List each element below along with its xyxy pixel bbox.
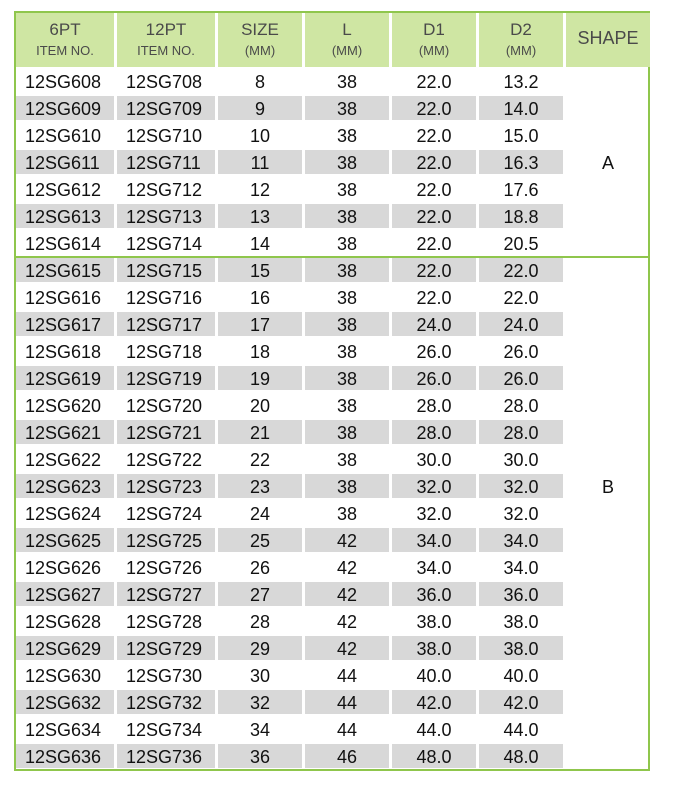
l-cell: 38: [336, 396, 358, 416]
12pt-item-cell: 12SG714: [126, 234, 203, 254]
size-cell: 14: [249, 234, 271, 254]
header-label: SIZE: [241, 20, 279, 39]
d2-cell: 17.6: [503, 180, 539, 200]
6pt-item-cell: 12SG613: [16, 204, 114, 228]
12pt-item-cell: 12SG718: [126, 342, 203, 362]
l-cell: 38: [305, 366, 389, 390]
d2-cell: 40.0: [503, 666, 539, 686]
6pt-item-cell: 12SG612: [25, 180, 102, 200]
d1-cell: 22.0: [416, 234, 452, 254]
d2-cell: 26.0: [503, 342, 539, 362]
l-cell: 38: [336, 72, 358, 92]
6pt-item-cell: 12SG634: [25, 720, 102, 740]
table-row: [16, 609, 566, 636]
table-row: [16, 744, 566, 771]
d1-cell: 22.0: [416, 72, 452, 92]
table-row: [16, 501, 566, 528]
table-header: [16, 13, 648, 69]
d1-cell: 22.0: [416, 126, 452, 146]
12pt-item-cell: 12SG708: [126, 72, 203, 92]
6pt-item-cell: 12SG608: [25, 72, 102, 92]
d1-cell: 32.0: [416, 504, 452, 524]
d1-cell: 24.0: [392, 312, 476, 336]
d1-cell: 34.0: [392, 528, 476, 552]
6pt-item-cell: 12SG615: [16, 258, 114, 282]
l-cell: 38: [305, 150, 389, 174]
12pt-item-cell: 12SG715: [117, 258, 215, 282]
size-cell: 8: [254, 72, 265, 92]
d2-cell: 28.0: [479, 420, 563, 444]
12pt-item-cell: 12SG721: [117, 420, 215, 444]
6pt-item-cell: 12SG624: [25, 504, 102, 524]
size-cell: 25: [218, 528, 302, 552]
d2-cell: 34.0: [479, 528, 563, 552]
12pt-item-cell: 12SG724: [126, 504, 203, 524]
12pt-item-cell: 12SG711: [117, 150, 215, 174]
12pt-item-cell: 12SG713: [117, 204, 215, 228]
size-cell: 36: [218, 744, 302, 768]
size-cell: 22: [249, 450, 271, 470]
d2-cell: 32.0: [479, 474, 563, 498]
header-sublabel: (MM): [244, 43, 276, 58]
size-cell: 15: [218, 258, 302, 282]
l-cell: 44: [336, 666, 358, 686]
6pt-item-cell: 12SG610: [25, 126, 102, 146]
l-cell: 38: [305, 312, 389, 336]
d1-cell: 26.0: [392, 366, 476, 390]
table-row: [16, 96, 566, 123]
d1-cell: 44.0: [416, 720, 452, 740]
d2-cell: 28.0: [503, 396, 539, 416]
l-cell: 44: [336, 720, 358, 740]
12pt-item-cell: 12SG722: [126, 450, 203, 470]
header-label: 12PT: [145, 20, 187, 39]
6pt-item-cell: 12SG630: [25, 666, 102, 686]
d1-cell: 22.0: [392, 150, 476, 174]
d1-cell: 22.0: [392, 96, 476, 120]
size-cell: 10: [249, 126, 271, 146]
size-cell: 12: [249, 180, 271, 200]
table-row: [16, 69, 566, 96]
6pt-item-cell: 12SG618: [25, 342, 102, 362]
d2-cell: 44.0: [503, 720, 539, 740]
6pt-item-cell: 12SG622: [25, 450, 102, 470]
header-label: L: [342, 20, 352, 39]
d2-cell: 34.0: [503, 558, 539, 578]
6pt-item-cell: 12SG611: [16, 150, 114, 174]
size-cell: 34: [249, 720, 271, 740]
header-sublabel: (MM): [331, 43, 363, 58]
size-cell: 26: [249, 558, 271, 578]
table-row: [16, 636, 566, 663]
6pt-item-cell: 12SG614: [25, 234, 102, 254]
d2-cell: 38.0: [503, 612, 539, 632]
size-cell: 28: [249, 612, 271, 632]
d2-cell: 26.0: [479, 366, 563, 390]
table-row: [16, 528, 566, 555]
header-sublabel: ITEM NO.: [36, 43, 94, 58]
table-row: [16, 393, 566, 420]
table-row: [16, 258, 566, 285]
l-cell: 38: [336, 180, 358, 200]
table-row: [16, 690, 566, 717]
header-12pt-item-no: [117, 13, 215, 67]
6pt-item-cell: 12SG625: [16, 528, 114, 552]
table-row: [16, 231, 566, 258]
l-cell: 42: [305, 528, 389, 552]
table-row: [16, 150, 566, 177]
l-cell: 38: [336, 342, 358, 362]
header-d2: [479, 13, 563, 67]
6pt-item-cell: 12SG627: [16, 582, 114, 606]
6pt-item-cell: 12SG616: [25, 288, 102, 308]
table-row: [16, 339, 566, 366]
12pt-item-cell: 12SG730: [126, 666, 203, 686]
l-cell: 38: [305, 420, 389, 444]
header-label: SHAPE: [577, 28, 639, 48]
12pt-item-cell: 12SG728: [126, 612, 203, 632]
header-6pt-item-no: [16, 13, 114, 67]
d2-cell: 30.0: [503, 450, 539, 470]
6pt-item-cell: 12SG619: [16, 366, 114, 390]
header-d1: [392, 13, 476, 67]
size-cell: 19: [218, 366, 302, 390]
d2-cell: 15.0: [503, 126, 539, 146]
d1-cell: 28.0: [392, 420, 476, 444]
spec-table: [14, 11, 650, 771]
l-cell: 42: [336, 558, 358, 578]
d1-cell: 22.0: [416, 288, 452, 308]
6pt-item-cell: 12SG636: [16, 744, 114, 768]
table-row: [16, 177, 566, 204]
12pt-item-cell: 12SG732: [117, 690, 215, 714]
d1-cell: 42.0: [392, 690, 476, 714]
header-label: D1: [423, 20, 445, 39]
6pt-item-cell: 12SG626: [25, 558, 102, 578]
l-cell: 38: [336, 504, 358, 524]
l-cell: 42: [336, 612, 358, 632]
table-row: [16, 717, 566, 744]
l-cell: 42: [305, 582, 389, 606]
d1-cell: 26.0: [416, 342, 452, 362]
d2-cell: 48.0: [479, 744, 563, 768]
l-cell: 38: [305, 258, 389, 282]
header-sublabel: (MM): [418, 43, 450, 58]
header-label: 6PT: [49, 20, 81, 39]
d1-cell: 40.0: [416, 666, 452, 686]
d2-cell: 22.0: [503, 288, 539, 308]
d2-cell: 32.0: [503, 504, 539, 524]
size-cell: 23: [218, 474, 302, 498]
12pt-item-cell: 12SG725: [117, 528, 215, 552]
d1-cell: 22.0: [392, 258, 476, 282]
d1-cell: 38.0: [416, 612, 452, 632]
header-size: [218, 13, 302, 67]
size-cell: 18: [249, 342, 271, 362]
d1-cell: 22.0: [392, 204, 476, 228]
l-cell: 38: [305, 204, 389, 228]
6pt-item-cell: 12SG629: [16, 636, 114, 660]
size-cell: 17: [218, 312, 302, 336]
size-cell: 21: [218, 420, 302, 444]
d1-cell: 28.0: [416, 396, 452, 416]
d2-cell: 36.0: [479, 582, 563, 606]
table-row: [16, 312, 566, 339]
12pt-item-cell: 12SG729: [117, 636, 215, 660]
d1-cell: 34.0: [416, 558, 452, 578]
12pt-item-cell: 12SG719: [117, 366, 215, 390]
l-cell: 44: [305, 690, 389, 714]
6pt-item-cell: 12SG621: [16, 420, 114, 444]
l-cell: 38: [305, 474, 389, 498]
12pt-item-cell: 12SG716: [126, 288, 203, 308]
table-body: [16, 69, 566, 771]
l-cell: 46: [305, 744, 389, 768]
d1-cell: 30.0: [416, 450, 452, 470]
12pt-item-cell: 12SG709: [117, 96, 215, 120]
d2-cell: 18.8: [479, 204, 563, 228]
table-row: [16, 123, 566, 150]
size-cell: 16: [249, 288, 271, 308]
d2-cell: 13.2: [503, 72, 539, 92]
d2-cell: 14.0: [479, 96, 563, 120]
shape-label-b: B: [601, 477, 614, 497]
table-row: [16, 447, 566, 474]
header-shape: [566, 13, 650, 67]
d2-cell: 38.0: [479, 636, 563, 660]
table-row: [16, 204, 566, 231]
size-cell: 29: [218, 636, 302, 660]
shape-label-a: A: [601, 153, 614, 173]
header-sublabel: (MM): [505, 43, 537, 58]
d1-cell: 32.0: [392, 474, 476, 498]
table-row: [16, 663, 566, 690]
table-row: [16, 474, 566, 501]
d2-cell: 24.0: [479, 312, 563, 336]
d2-cell: 20.5: [503, 234, 539, 254]
6pt-item-cell: 12SG609: [16, 96, 114, 120]
12pt-item-cell: 12SG717: [117, 312, 215, 336]
header-sublabel: ITEM NO.: [137, 43, 195, 58]
6pt-item-cell: 12SG628: [25, 612, 102, 632]
d2-cell: 42.0: [479, 690, 563, 714]
d2-cell: 22.0: [479, 258, 563, 282]
6pt-item-cell: 12SG623: [16, 474, 114, 498]
table-row: [16, 582, 566, 609]
l-cell: 38: [305, 96, 389, 120]
size-cell: 27: [218, 582, 302, 606]
size-cell: 20: [249, 396, 271, 416]
12pt-item-cell: 12SG710: [126, 126, 203, 146]
header-label: D2: [510, 20, 532, 39]
l-cell: 38: [336, 288, 358, 308]
12pt-item-cell: 12SG726: [126, 558, 203, 578]
12pt-item-cell: 12SG712: [126, 180, 203, 200]
table-row: [16, 420, 566, 447]
size-cell: 13: [218, 204, 302, 228]
l-cell: 42: [305, 636, 389, 660]
table-row: [16, 366, 566, 393]
d1-cell: 38.0: [392, 636, 476, 660]
12pt-item-cell: 12SG723: [117, 474, 215, 498]
6pt-item-cell: 12SG617: [16, 312, 114, 336]
l-cell: 38: [336, 126, 358, 146]
size-cell: 9: [218, 96, 302, 120]
6pt-item-cell: 12SG620: [25, 396, 102, 416]
l-cell: 38: [336, 234, 358, 254]
6pt-item-cell: 12SG632: [16, 690, 114, 714]
group-divider: [16, 256, 648, 258]
12pt-item-cell: 12SG727: [117, 582, 215, 606]
table-row: [16, 555, 566, 582]
12pt-item-cell: 12SG720: [126, 396, 203, 416]
size-cell: 32: [218, 690, 302, 714]
12pt-item-cell: 12SG734: [126, 720, 203, 740]
table-row: [16, 285, 566, 312]
d1-cell: 48.0: [392, 744, 476, 768]
d2-cell: 16.3: [479, 150, 563, 174]
size-cell: 30: [249, 666, 271, 686]
d1-cell: 22.0: [416, 180, 452, 200]
size-cell: 11: [218, 150, 302, 174]
12pt-item-cell: 12SG736: [117, 744, 215, 768]
header-l: [305, 13, 389, 67]
l-cell: 38: [336, 450, 358, 470]
size-cell: 24: [249, 504, 271, 524]
d1-cell: 36.0: [392, 582, 476, 606]
